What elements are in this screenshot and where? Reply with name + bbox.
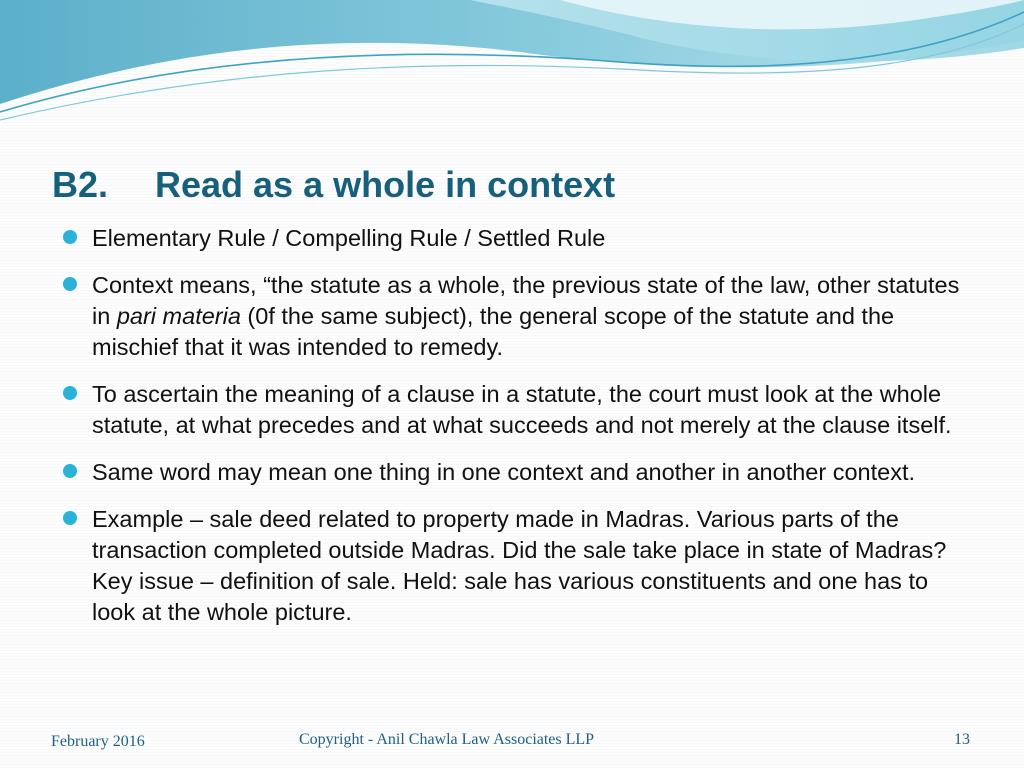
header-wave-decoration: [0, 0, 1024, 130]
bullet-marker-icon: [63, 511, 77, 525]
slide-title: [52, 163, 615, 207]
bullet-marker-icon: [63, 230, 77, 244]
bullet-text-part: (0f the same subject), the general scope of the statute and the mischief that it was intended to remedy.: [92, 303, 895, 360]
bullet-text: To ascertain the meaning of a clause in a statute, the court must look at the whole statute, at what precedes and at what succeeds and not merely at the clause itself.: [92, 381, 952, 438]
title-number: B2.: [52, 164, 109, 205]
footer-copyright: Copyright - Anil Chawla Law Associates LLP: [299, 731, 595, 748]
bullet-text-italic: pari materia: [116, 303, 241, 329]
footer-page-number: 13: [954, 731, 970, 748]
bullet-text-part: Context means, “the statute as a whole, the previous state of the law, other statutes in: [92, 272, 960, 329]
bullet-text: Elementary Rule / Compelling Rule / Settled Rule: [92, 225, 606, 251]
bullet-item: [62, 223, 972, 254]
bullet-text: Example – sale deed related to property made in Madras. Various parts of the transaction completed outside Madras. Did the sale take place in state of Madras? Key issue – definition of sale. Held: sale has various constituents and one has to look at the whole picture.: [92, 506, 947, 625]
bullet-marker-icon: [63, 464, 77, 478]
bullet-text: [92, 272, 959, 360]
footer-date: February 2016: [51, 733, 145, 750]
bullet-item: [62, 457, 972, 488]
bullet-item: [62, 379, 972, 441]
bullet-marker-icon: [63, 277, 77, 291]
title-text: Read as a whole in context: [155, 164, 616, 205]
bullet-text: Same word may mean one thing in one context and another in another context.: [92, 459, 916, 485]
bullet-list: [62, 223, 972, 644]
bullet-marker-icon: [63, 386, 77, 400]
bullet-item: [62, 270, 972, 363]
bullet-item: [62, 504, 972, 628]
